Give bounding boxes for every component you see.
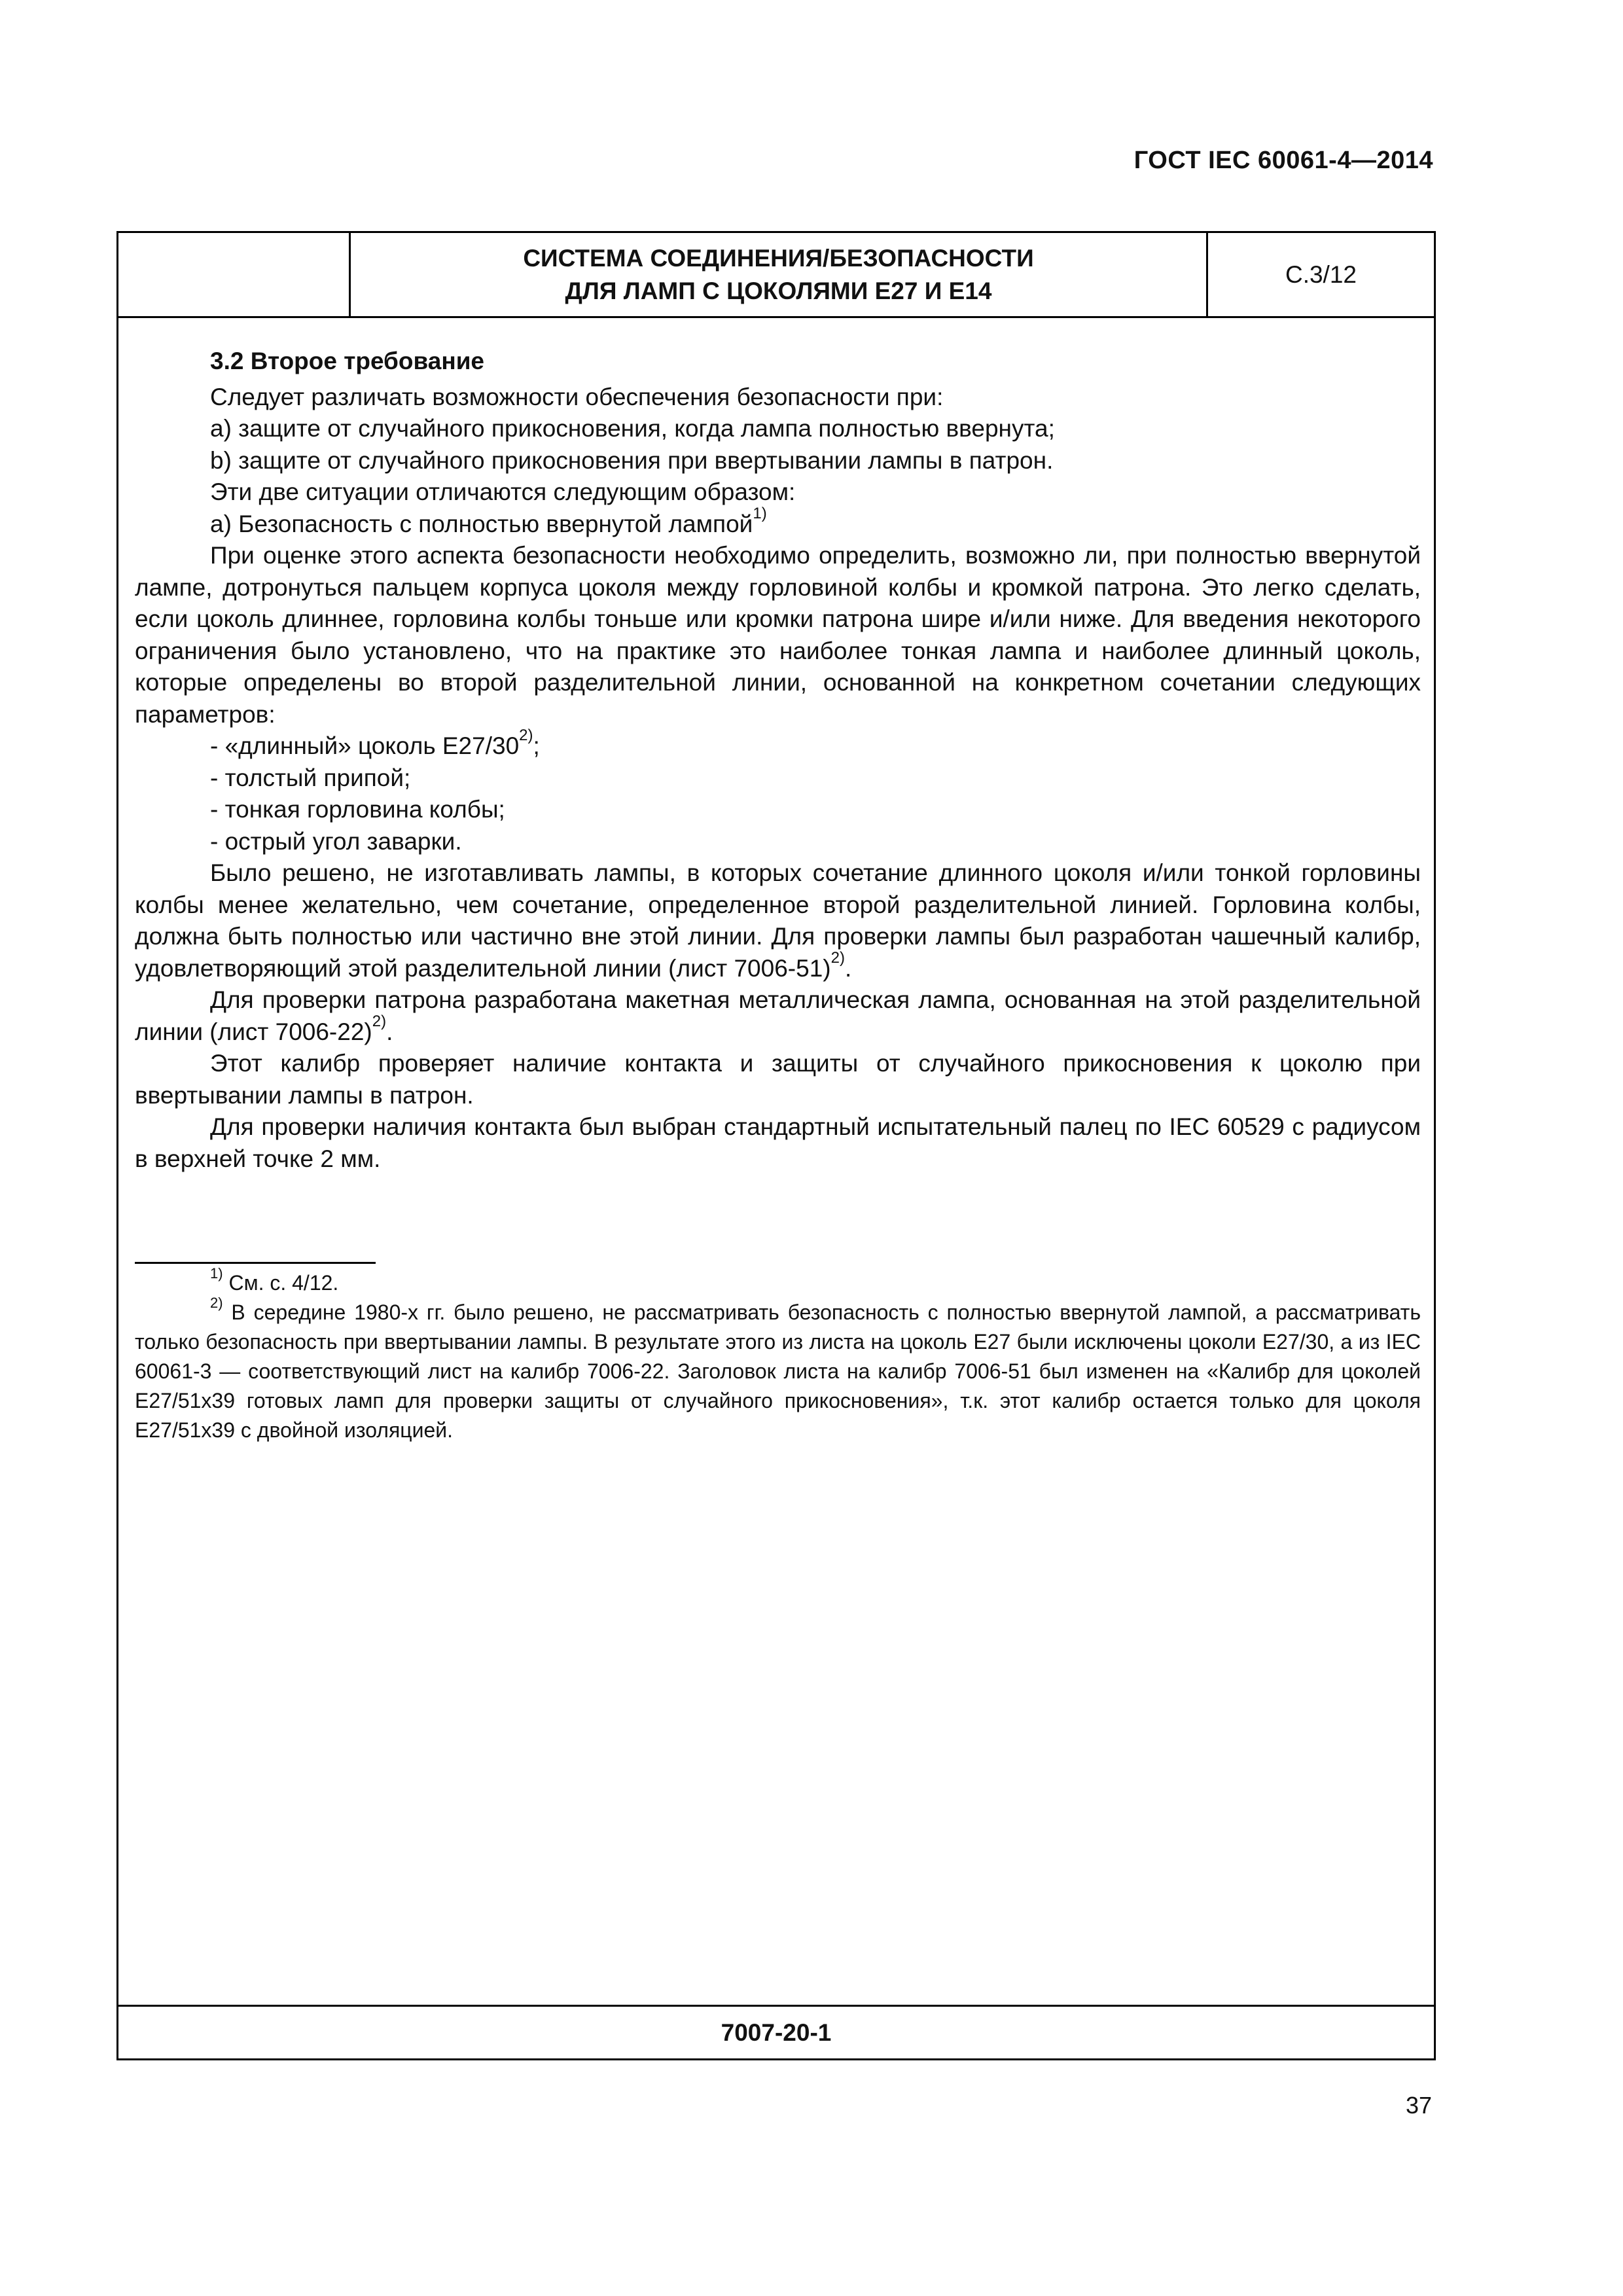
footnote-ref: 1) [753, 504, 767, 522]
footnote-ref: 2) [372, 1012, 387, 1030]
footnote-divider [135, 1262, 376, 1264]
paragraph-2 [135, 857, 1421, 984]
footnote-mark: 1) [210, 1265, 223, 1282]
sheet-header [118, 233, 1434, 318]
sheet-title-line2: ДЛЯ ЛАМП С ЦОКОЛЯМИ Е27 И Е14 [565, 277, 992, 304]
param-list-item [135, 726, 1421, 762]
footnotes [135, 1265, 1421, 1445]
punctuation: ; [533, 732, 540, 759]
paragraph-4: Этот калибр проверяет наличие контакта и защиты от случайного прикосновения к цоколю при ввертывании лампы в патрон. [135, 1050, 1421, 1109]
intro-paragraph: Следует различать возможности обеспечения безопасности при: [210, 383, 944, 410]
header-empty-cell [118, 233, 351, 316]
page-number: 37 [1405, 2092, 1432, 2119]
punctuation: . [844, 954, 852, 982]
sheet-content [135, 346, 1421, 1175]
sheet-frame [116, 231, 1436, 2060]
param-list-item: - острый угол заварки. [210, 827, 462, 855]
footnote-ref: 2) [519, 726, 533, 744]
footnote-text: См. с. 4/12. [223, 1271, 339, 1295]
footnote-mark: 2) [210, 1295, 223, 1311]
param-list-item-text: - «длинный» цоколь Е27/30 [210, 732, 520, 759]
paragraph-1: При оценке этого аспекта безопасности необходимо определить, возможно ли, при полностью ввернутой лампе, дотронуться пальцем корпуса цоколя между горловиной колбы и кромкой патрона. Это легко сделать, если цоколь длиннее, горловина колбы тоньше или кромки патрона шире и/или ниже. Для введения некоторого ограничения было установлено, что на практике это наиболее тонкая лампа и наиболее длинный цоколь, которые определены во второй разделительной линии, основанной на конкретном сочетании следующих параметров: [135, 542, 1421, 728]
sheet-number: С.3/12 [1285, 260, 1357, 288]
sheet-footer-code: 7007-20-1 [118, 2005, 1434, 2058]
differ-paragraph: Эти две ситуации отличаются следующим образом: [210, 478, 796, 505]
param-list-item: - тонкая горловина колбы; [210, 796, 505, 823]
footnote-2 [135, 1295, 1421, 1445]
subheading-a [135, 504, 1421, 541]
subheading-a-text: a) Безопасность с полностью ввернутой лампой [210, 510, 753, 537]
sheet-title [351, 233, 1208, 316]
paragraph-3-text: Для проверки патрона разработана макетная металлическая лампа, основанная на этой разделительной линии (лист 7006-22) [135, 986, 1421, 1045]
punctuation: . [386, 1018, 393, 1045]
sheet-title-line1: СИСТЕМА СОЕДИНЕНИЯ/БЕЗОПАСНОСТИ [523, 244, 1034, 272]
footnote-ref: 2) [830, 948, 845, 967]
section-heading: 3.2 Второе требование [210, 348, 485, 374]
paragraph-2-text: Было решено, не изготавливать лампы, в которых сочетание длинного цоколя и/или тонкой горловины колбы менее желательно, чем сочетание, определенное второй разделительной линией. Горловина колбы, должна быть полностью или частично вне этой линии. Для проверки лампы был разработан чашечный калибр, удовлетворяющий этой разделительной линии (лист 7006-51) [135, 859, 1421, 982]
param-list-item: - толстый припой; [210, 764, 411, 791]
document-code: ГОСТ IEC 60061-4—2014 [1133, 147, 1433, 174]
list-item-a: a) защите от случайного прикосновения, когда лампа полностью ввернута; [210, 415, 1055, 442]
paragraph-3 [135, 984, 1421, 1048]
footnote-text: В середине 1980-х гг. было решено, не рассматривать безопасность с полностью ввернутой лампой, а рассматривать только безопасность при ввертывании лампы. В результате этого из листа на цоколь Е27 были исключены цоколи Е27/30, а из IEC 60061-3 — соответствующий лист на калибр 7006-22. Заголовок листа на калибр 7006-51 был изменен на «Калибр для цоколей Е27/51х39 готовых ламп для проверки защиты от случайного прикосновения», т.к. этот калибр остается только для цоколя Е27/51х39 с двойной изоляцией. [135, 1300, 1421, 1442]
footnote-1 [135, 1265, 1421, 1298]
list-item-b: b) защите от случайного прикосновения при ввертывании лампы в патрон. [210, 446, 1054, 474]
paragraph-5: Для проверки наличия контакта был выбран стандартный испытательный палец по IEC 60529 с радиусом в верхней точке 2 мм. [135, 1113, 1421, 1172]
